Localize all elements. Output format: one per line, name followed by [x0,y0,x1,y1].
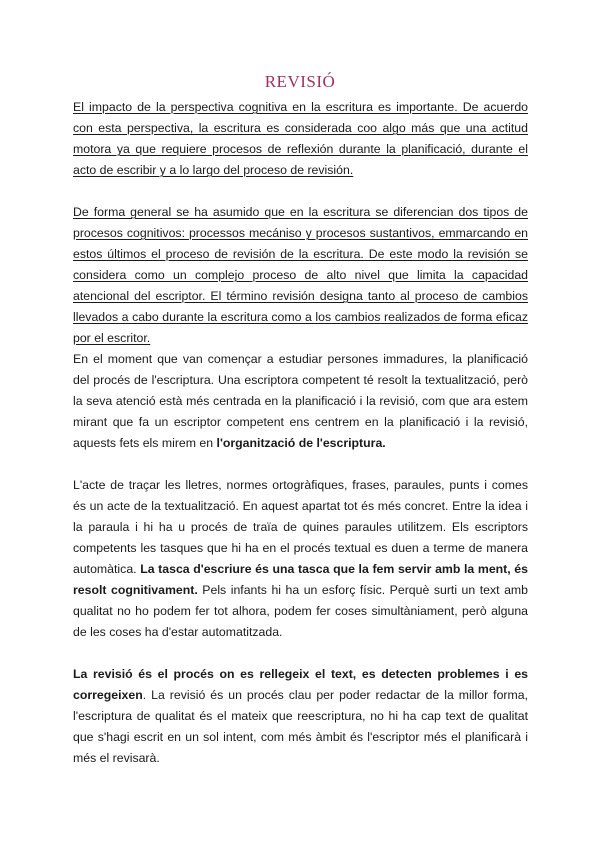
paragraph-spacer [73,454,528,475]
bold-phrase-revision-definition: La revisió és el procés on es rellegeix el text, es detecten problemes i es corregeixen [73,667,528,702]
paragraph-cognitive-processes: De forma general se ha asumido que en la escritura se diferencian dos tipos de procesos cognitivos: processos mecániso y procesos sustantivos, emmarcando en estos últimos el proceso de revisión de la escritura. De este modo la revisión se considera como un complejo proceso de alto nivel que limita la capacidad atencional del escriptor. El término revisión designa tanto al proceso de cambios llevados a cabo durante la escritura como a los cambios realizados de forma eficaz por el escritor. [73,205,528,345]
bold-phrase-organization: l'organització de l'escriptura. [216,436,386,450]
paragraph-spacer [73,643,528,664]
paragraph-text: L'acte de traçar les lletres, normes ortogràfiques, frases, paraules, punts i comes és un acte de la textualització. En aquest apartat tot és més concret. Entre la idea i la paraula i hi ha u procés de traïa de quines paraules utilitzem. Els escriptors competents les tasques que hi ha en el procés textual es duen a terme de manera automàtica. [73,478,528,576]
paragraph-text: En el moment que van començar a estudiar persones immadures, la planificació del procés de l'escriptura. Una escriptora competent té resolt la textualització, però la seva atenció està més centrada en la planificació i la revisió, com que ara estem mirant que fa un escriptor competent ens centrem en la planificació i la revisió, aquests fets els mirem en [73,352,528,450]
paragraph-revision [73,664,528,769]
document-body [73,97,528,769]
paragraph-textualization [73,475,528,643]
paragraph-immature-writers [73,349,528,454]
paragraph-spacer [73,181,528,202]
bold-phrase-writing-task: La tasca d'escriure és una tasca que la fem servir amb la ment, és resolt cognitivament. [73,562,528,597]
paragraph-text: Pels infants hi ha un esforç físic. Perquè surti un text amb qualitat no ho podem fer tot alhora, podem fer coses simultàniament, però alguna de les coses ha d'estar automatitzada. [73,583,528,639]
page-title: REVISIÓ [264,72,336,91]
paragraph-text: . La revisió és un procés clau per poder redactar de la millor forma, l'escriptura de qualitat és el mateix que reescriptura, no hi ha cap text de qualitat que s'hagi escrit en un sol intent, com més àmbit és l'escriptor més el planificarà i més el revisarà. [73,688,528,765]
paragraph-impact-perspective: El impacto de la perspectiva cognitiva en la escritura es importante. De acuerdo con esta perspectiva, la escritura es considerada coo algo más que una actitud motora ya que requiere procesos de reflexión durante la planificació, durante el acto de escribir y a lo largo del proceso de revisión. [73,100,528,177]
